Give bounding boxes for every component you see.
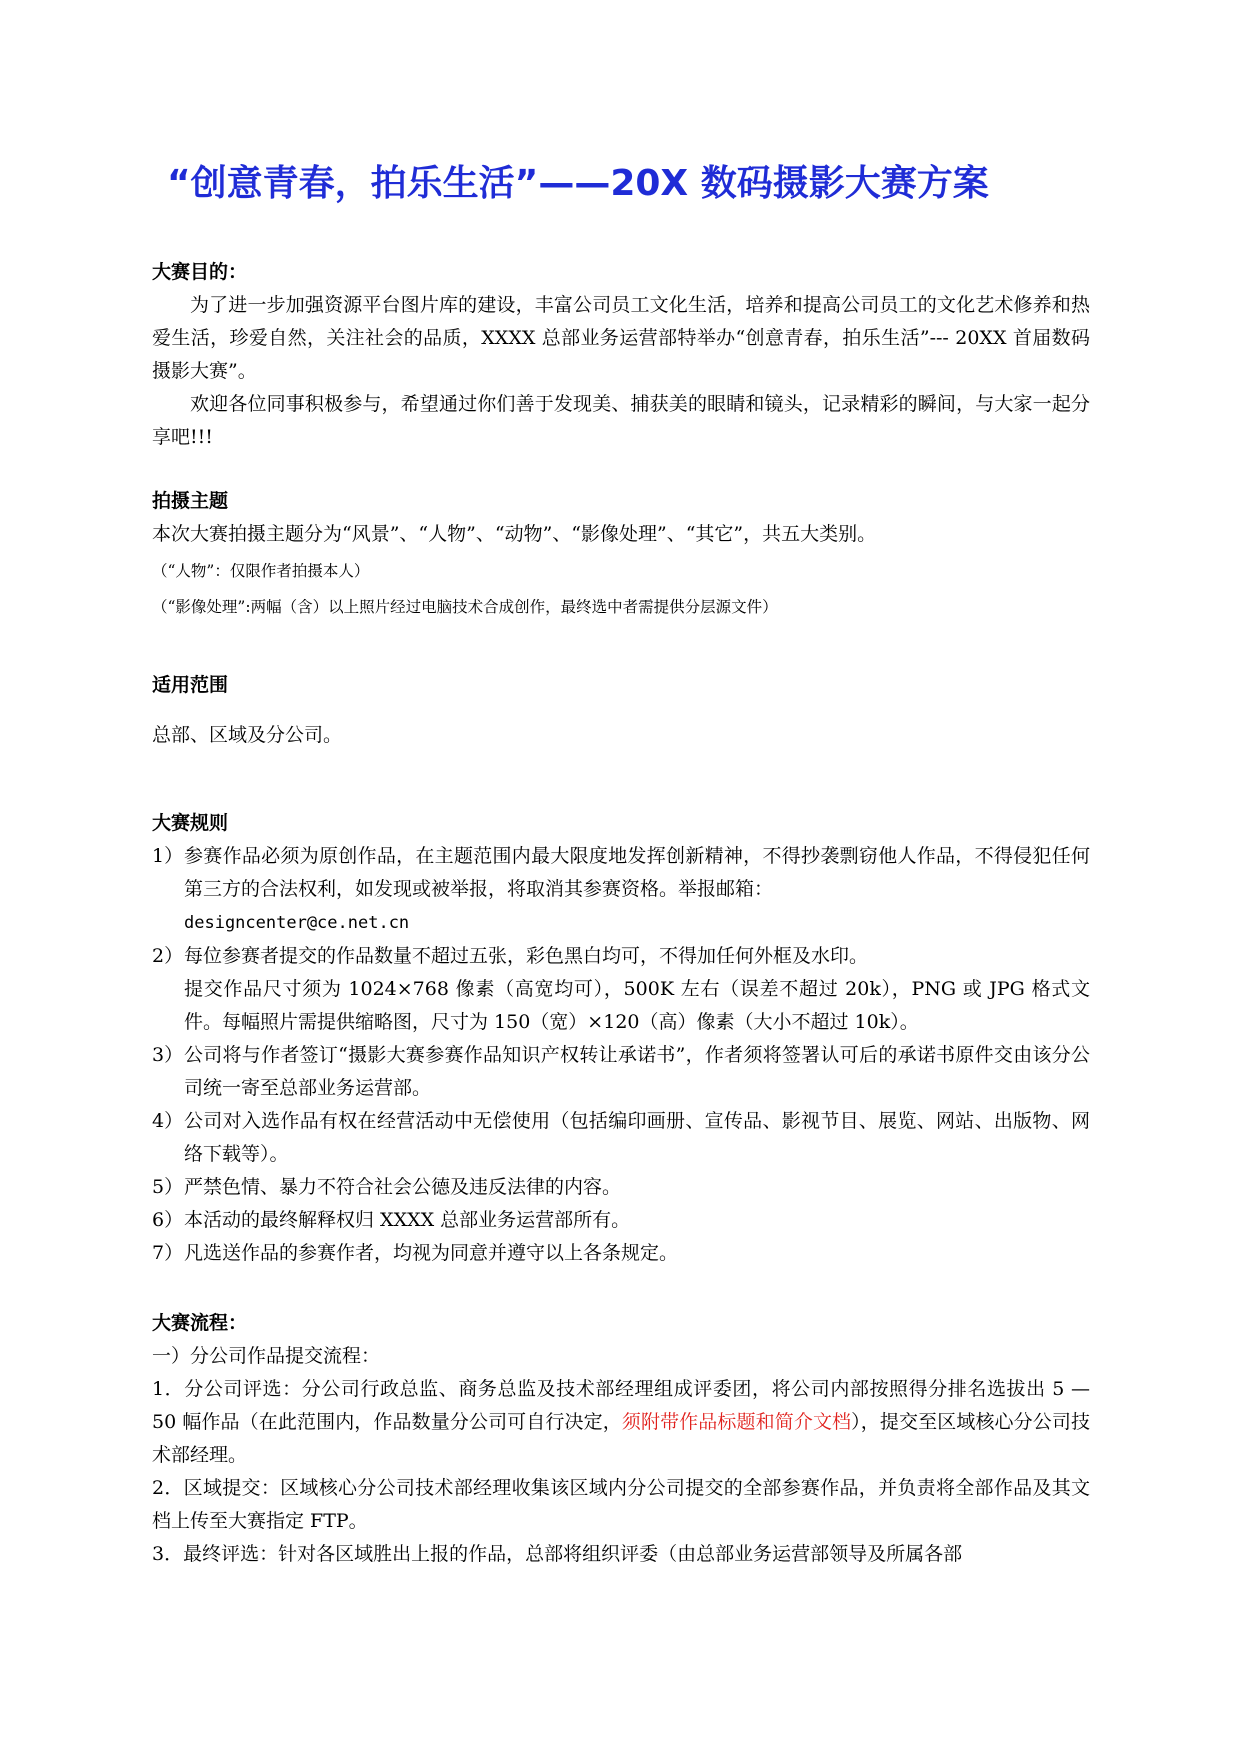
spacer [152,454,1090,485]
step-highlight: 须附带作品标题和简介文档 [621,1411,852,1433]
rule-text: 公司对入选作品有权在经营活动中无偿使用（包括编印画册、宣传品、影视节目、展览、网站、出版物、网络下载等）。 [184,1110,1090,1165]
rule-item-2 [152,940,1090,1039]
rule-item-1 [152,840,1090,940]
scope-heading: 适用范围 [152,674,229,696]
step-text: 分公司评选：分公司行政总监、商务总监及技术部经理组成评委团，将公司内部按照得分排名选拔出 5 — 50 幅作品（在此范围内，作品数量分公司可自行决定， [152,1378,1090,1433]
rule-number: 3） [152,1044,184,1066]
document-body [152,256,1090,1571]
step-text: 区域提交：区域核心分公司技术部经理收集该区域内分公司提交的全部参赛作品，并负责将全部作品及其文档上传至大赛指定 FTP。 [152,1477,1090,1532]
step-number: 2． [152,1477,184,1499]
rule-text: 严禁色情、暴力不符合社会公德及违反法律的内容。 [184,1176,622,1198]
rule-text: 参赛作品必须为原创作品，在主题范围内最大限度地发挥创新精神，不得抄袭剽窃他人作品，不得侵犯任何第三方的合法权利，如发现或被举报，将取消其参赛资格。举报邮箱： [184,845,1090,900]
scope-text: 总部、区域及分公司。 [152,724,343,746]
step-number: 1． [152,1378,185,1400]
rule-number: 1） [152,845,184,867]
rule-text: 凡选送作品的参赛作者，均视为同意并遵守以上各条规定。 [184,1242,679,1264]
rule-item-4 [152,1105,1090,1171]
process-step-1 [152,1373,1090,1472]
step-number: 3． [152,1543,184,1565]
theme-section [152,485,1090,622]
document-title: “创意青春，拍乐生活”——20X 数码摄影大赛方案 [167,163,989,204]
rule-number: 5） [152,1176,184,1198]
purpose-paragraph-1: 为了进一步加强资源平台图片库的建设，丰富公司员工文化生活，培养和提高公司员工的文化艺术修养和热爱生活，珍爱自然，关注社会的品质，XXXX 总部业务运营部特举办“创意青春，拍乐生活”--- 20XX 首届数码摄影大赛”。 [152,294,1090,382]
rule-number: 6） [152,1209,184,1231]
spacer [152,702,1090,719]
rule-text: 公司将与作者签订“摄影大赛参赛作品知识产权转让承诺书”，作者须将签署认可后的承诺书原件交由该分公司统一寄至总部业务运营部。 [184,1044,1090,1099]
rules-heading: 大赛规则 [152,812,229,834]
spacer [152,752,1090,807]
step-text: 最终评选：针对各区域胜出上报的作品，总部将组织评委（由总部业务运营部领导及所属各部 [183,1543,963,1565]
spacer [152,622,1090,669]
theme-note-imaging: （“影像处理”:两幅（含）以上照片经过电脑技术合成创作，最终选中者需提供分层源文件） [152,598,778,616]
rules-list [152,840,1090,1270]
rule-number: 7） [152,1242,184,1264]
process-subheading: 一）分公司作品提交流程： [152,1345,381,1367]
process-step-3 [152,1538,1090,1571]
step-text-end: ），提交至区域核心分公司技术部经理。 [152,1411,1090,1466]
rule-number: 2） [152,945,184,967]
process-step-2 [152,1472,1090,1538]
rule-text-continued: 提交作品尺寸须为 1024×768 像素（高宽均可），500K 左右（误差不超过 20k），PNG 或 JPG 格式文件。每幅照片需提供缩略图，尺寸为 150（宽）×120（高）像素（大小不超过 10k）。 [184,978,1090,1033]
purpose-section [152,256,1090,454]
rule-text: 本活动的最终解释权归 XXXX 总部业务运营部所有。 [184,1209,631,1231]
rule-item-5 [152,1171,1090,1204]
scope-section [152,669,1090,752]
purpose-heading: 大赛目的： [152,261,248,283]
rule-text: 每位参赛者提交的作品数量不超过五张，彩色黑白均可，不得加任何外框及水印。 [184,945,869,967]
rule-item-6 [152,1204,1090,1237]
purpose-paragraph-2: 欢迎各位同事积极参与，希望通过你们善于发现美、捕获美的眼睛和镜头，记录精彩的瞬间，与大家一起分享吧!!! [152,393,1090,448]
process-section [152,1307,1090,1571]
report-email-link[interactable]: designcenter@ce.net.cn [184,913,410,933]
theme-text: 本次大赛拍摄主题分为“风景”、“人物”、“动物”、“影像处理”、“其它”，共五大类别。 [152,523,877,545]
theme-note-people: （“人物”：仅限作者拍摄本人） [152,562,370,580]
rules-section [152,807,1090,1270]
rule-item-3 [152,1039,1090,1105]
rule-number: 4） [152,1110,184,1132]
theme-heading: 拍摄主题 [152,490,229,512]
process-heading: 大赛流程： [152,1312,248,1334]
spacer [152,1270,1090,1307]
rule-item-7 [152,1237,1090,1270]
